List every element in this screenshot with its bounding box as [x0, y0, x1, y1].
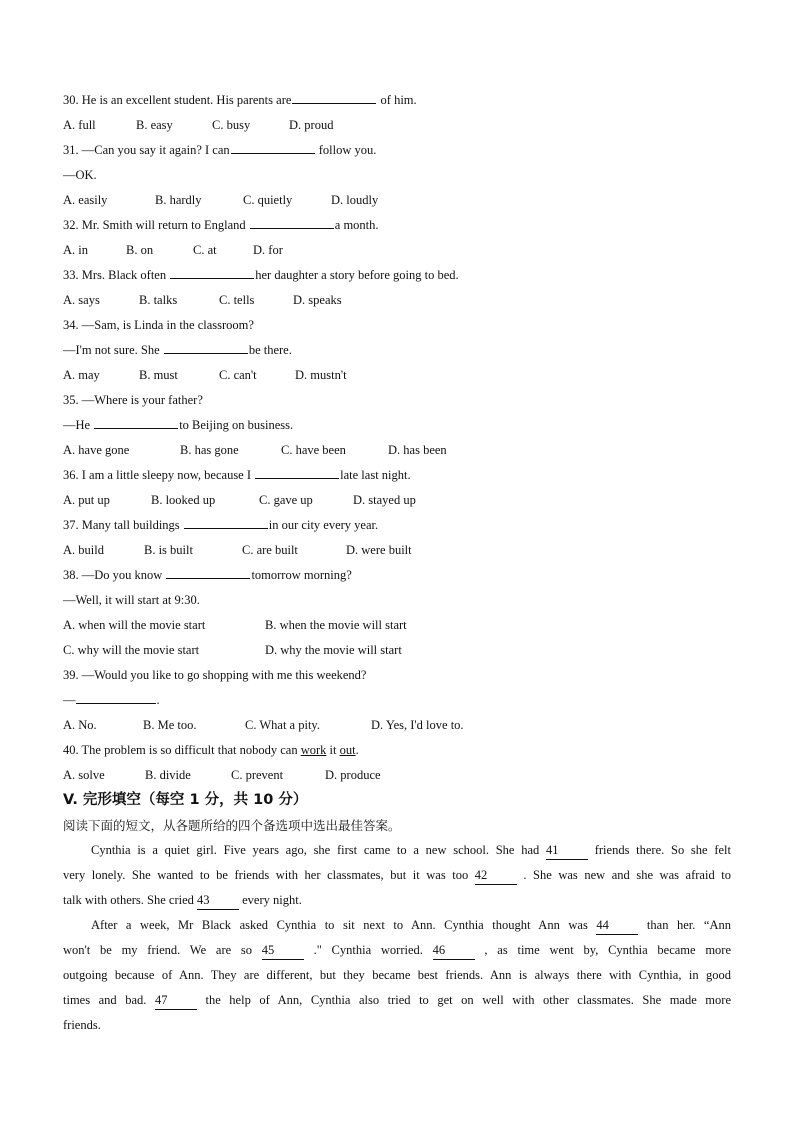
options-row — [63, 238, 731, 263]
section-instruction: 阅读下面的短文，从各题所给的四个备选项中选出最佳答案。 — [63, 818, 401, 833]
options-row — [63, 713, 731, 738]
option[interactable]: C. can't — [219, 368, 257, 382]
answer-blank[interactable] — [170, 263, 254, 279]
options-row — [63, 488, 731, 513]
option[interactable]: B. must — [139, 368, 178, 382]
stem-text: . — [156, 693, 160, 707]
passage-text: talk with others. She cried — [63, 893, 197, 907]
option[interactable]: D. why the movie will start — [265, 643, 402, 657]
stem-text: it — [326, 743, 340, 757]
exam-page — [63, 88, 731, 1038]
stem-text: tomorrow morning? — [251, 568, 352, 582]
answer-line — [63, 688, 731, 713]
answer-line — [63, 338, 731, 363]
cloze-blank-45[interactable]: 45 — [262, 942, 304, 960]
stem-text: 30. He is an excellent student. His parents are — [63, 93, 292, 107]
option[interactable]: A. put up — [63, 493, 110, 507]
answer-blank[interactable] — [250, 213, 334, 229]
stem-text: follow you. — [315, 143, 377, 157]
option[interactable]: C. why will the movie start — [63, 643, 200, 657]
passage-line — [63, 863, 731, 888]
options-row — [63, 613, 731, 638]
passage-line — [63, 988, 731, 1013]
question-stem — [63, 213, 731, 238]
option[interactable]: B. has gone — [180, 443, 239, 457]
passage-text: , as time went by, Cynthia became more — [484, 943, 732, 957]
options-row — [63, 638, 731, 663]
option[interactable]: C. quietly — [243, 193, 293, 207]
answer-blank[interactable] — [184, 513, 268, 529]
passage-text: ." Cynthia worried. — [313, 943, 433, 957]
underlined-word: out — [339, 743, 356, 757]
answer-blank[interactable] — [94, 413, 178, 429]
passage-text: After a week, Mr Black asked Cynthia to sit next to Ann. Cynthia thought Ann was — [91, 918, 597, 932]
option[interactable]: A. in — [63, 243, 88, 257]
passage-text: . She was new and she was afraid to — [523, 868, 731, 882]
option[interactable]: A. build — [63, 543, 104, 557]
option[interactable]: A. when will the movie start — [63, 618, 206, 632]
question-stem: 39. —Would you like to go shopping with me this weekend? — [63, 668, 367, 682]
cloze-blank-43[interactable]: 43 — [197, 892, 239, 910]
passage-text: friends. — [63, 1018, 101, 1032]
option[interactable]: B. looked up — [151, 493, 216, 507]
option[interactable]: C. have been — [281, 443, 346, 457]
options-row — [63, 188, 731, 213]
option[interactable]: D. were built — [346, 543, 412, 557]
stem-text: — — [63, 693, 76, 707]
answer-blank[interactable] — [292, 88, 376, 104]
option[interactable]: B. Me too. — [143, 718, 197, 732]
stem-text: be there. — [248, 343, 292, 357]
stem-text: . — [355, 743, 359, 757]
question-stem: 35. —Where is your father? — [63, 393, 203, 407]
stem-text: 37. Many tall buildings — [63, 518, 183, 532]
question-stem — [63, 263, 731, 288]
question-stem — [63, 463, 731, 488]
passage-line — [63, 938, 731, 963]
passage-text: very lonely. She wanted to be friends with her classmates, but it was too — [63, 868, 475, 882]
stem-text: 40. The problem is so difficult that nobody can — [63, 743, 301, 757]
question-stem — [63, 563, 731, 588]
answer-line — [63, 413, 731, 438]
option[interactable]: D. for — [253, 243, 283, 257]
option[interactable]: D. has been — [388, 443, 447, 457]
question-stem — [63, 738, 731, 763]
stem-text: 38. —Do you know — [63, 568, 166, 582]
underlined-word: work — [300, 743, 327, 757]
option[interactable]: B. on — [126, 243, 154, 257]
option[interactable]: D. produce — [325, 768, 381, 782]
options-row — [63, 113, 731, 138]
option[interactable]: A. may — [63, 368, 100, 382]
cloze-blank-47[interactable]: 47 — [155, 992, 197, 1010]
passage-line — [63, 1013, 731, 1038]
passage-text: than her. “Ann — [646, 918, 731, 932]
question-stem — [63, 513, 731, 538]
passage-text: the help of Ann, Cynthia also tried to get on well with other classmates. She made more — [205, 993, 731, 1007]
stem-text: in our city every year. — [268, 518, 379, 532]
options-row — [63, 763, 731, 788]
stem-text: late last night. — [340, 468, 411, 482]
stem-text: —I'm not sure. She — [63, 343, 163, 357]
cloze-blank-44[interactable]: 44 — [596, 917, 638, 935]
cloze-blank-46[interactable]: 46 — [433, 942, 475, 960]
option[interactable]: B. hardly — [155, 193, 202, 207]
passage-line — [63, 838, 731, 863]
option[interactable]: A. easily — [63, 193, 108, 207]
stem-text: 32. Mr. Smith will return to England — [63, 218, 249, 232]
stem-text: her daughter a story before going to bed. — [255, 268, 459, 282]
option[interactable]: D. mustn't — [295, 368, 347, 382]
section-title: V. 完形填空（每空 1 分，共 10 分） — [63, 792, 308, 808]
option[interactable]: D. speaks — [293, 293, 342, 307]
stem-text: 33. Mrs. Black often — [63, 268, 170, 282]
option[interactable]: C. prevent — [231, 768, 284, 782]
passage-text: every night. — [242, 893, 302, 907]
option[interactable]: B. talks — [139, 293, 178, 307]
passage-text: Cynthia is a quiet girl. Five years ago, she first came to a new school. She had — [91, 843, 546, 857]
passage-text: times and bad. — [63, 993, 155, 1007]
answer-blank[interactable] — [231, 138, 315, 154]
stem-text: 31. —Can you say it again? I can — [63, 143, 230, 157]
reply-line: —Well, it will start at 9:30. — [63, 593, 200, 607]
options-row — [63, 538, 731, 563]
option[interactable]: C. gave up — [259, 493, 313, 507]
option[interactable]: A. No. — [63, 718, 97, 732]
question-stem — [63, 88, 731, 113]
stem-text: —He — [63, 418, 94, 432]
option[interactable]: B. divide — [145, 768, 191, 782]
option[interactable]: D. proud — [289, 118, 334, 132]
answer-blank[interactable] — [255, 463, 339, 479]
option[interactable]: B. easy — [136, 118, 173, 132]
stem-text: of him. — [377, 93, 417, 107]
passage-text: outgoing because of Ann. They are different, but they became best friends. Ann is always there with Cynthia, in good — [63, 968, 731, 982]
option[interactable]: C. are built — [242, 543, 298, 557]
answer-blank[interactable] — [76, 688, 156, 704]
option[interactable]: D. Yes, I'd love to. — [371, 718, 464, 732]
option[interactable]: D. loudly — [331, 193, 379, 207]
passage-text: won't be my friend. We are so — [63, 943, 262, 957]
option[interactable]: B. when the movie will start — [265, 618, 407, 632]
option[interactable]: B. is built — [144, 543, 193, 557]
option[interactable]: D. stayed up — [353, 493, 416, 507]
option[interactable]: A. says — [63, 293, 100, 307]
option[interactable]: C. What a pity. — [245, 718, 320, 732]
cloze-blank-42[interactable]: 42 — [475, 867, 517, 885]
passage-line — [63, 913, 731, 938]
stem-text: to Beijing on business. — [179, 418, 294, 432]
question-stem: 34. —Sam, is Linda in the classroom? — [63, 318, 254, 332]
option[interactable]: C. busy — [212, 118, 251, 132]
option[interactable]: A. solve — [63, 768, 105, 782]
passage-text: friends there. So she felt — [594, 843, 731, 857]
stem-text: a month. — [334, 218, 379, 232]
stem-text: 36. I am a little sleepy now, because I — [63, 468, 255, 482]
reply-line: —OK. — [63, 168, 97, 182]
options-row — [63, 438, 731, 463]
question-stem — [63, 138, 731, 163]
passage-line — [63, 888, 731, 913]
answer-blank[interactable] — [166, 563, 250, 579]
cloze-blank-41[interactable]: 41 — [546, 842, 588, 860]
option[interactable]: A. have gone — [63, 443, 130, 457]
answer-blank[interactable] — [164, 338, 248, 354]
option[interactable]: C. at — [193, 243, 217, 257]
option[interactable]: C. tells — [219, 293, 255, 307]
option[interactable]: A. full — [63, 118, 96, 132]
options-row — [63, 288, 731, 313]
options-row — [63, 363, 731, 388]
passage-line — [63, 963, 731, 988]
